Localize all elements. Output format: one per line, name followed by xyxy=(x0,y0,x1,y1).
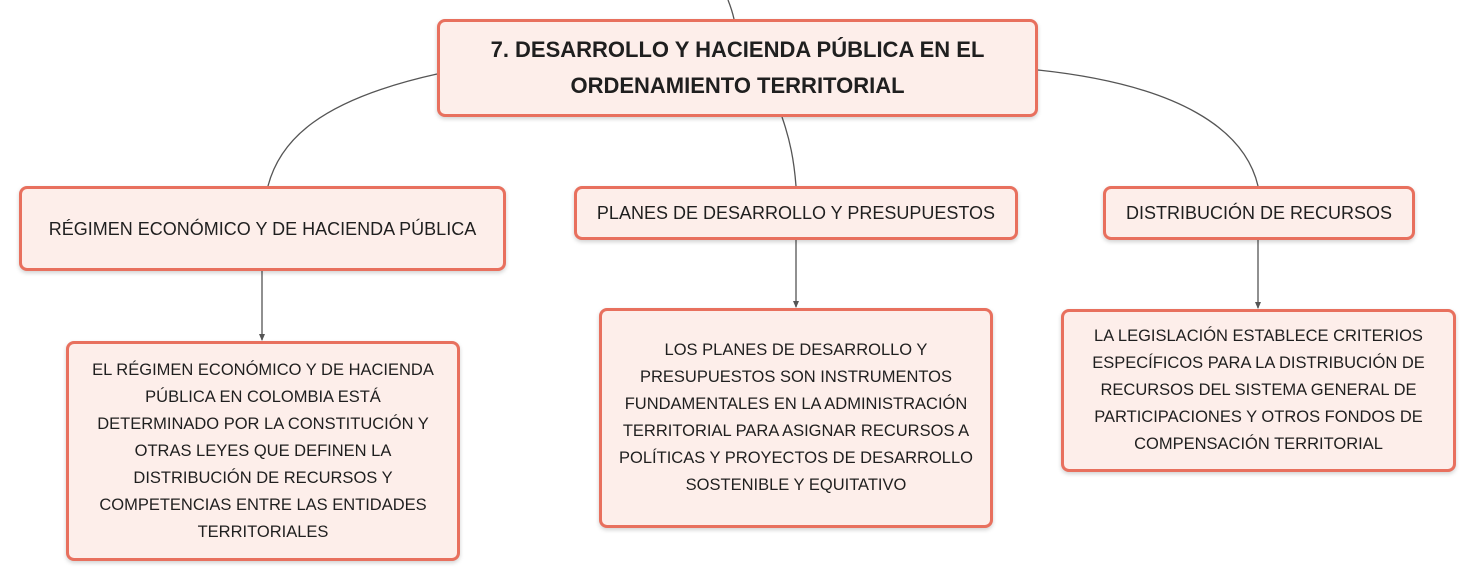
detail-node-distribucion-recursos[interactable] xyxy=(1061,309,1456,472)
detail-node-planes-desarrollo[interactable] xyxy=(599,308,993,528)
detail-text-planes-desarrollo: LOS PLANES DE DESARROLLO Y PRESUPUESTOS SON INSTRUMENTOS FUNDAMENTALES EN LA ADMINISTRACIÓN TERRITORIAL PARA ASIGNAR RECURSOS A POLÍTICAS Y PROYECTOS DE DESARROLLO SOSTENIBLE Y EQUITATIVO xyxy=(619,341,973,494)
branch-label-distribucion-recursos: DISTRIBUCIÓN DE RECURSOS xyxy=(1125,203,1393,223)
detail-text-regimen-economico: EL RÉGIMEN ECONÓMICO Y DE HACIENDA PÚBLICA EN COLOMBIA ESTÁ DETERMINADO POR LA CONSTITUCIÓN Y OTRAS LEYES QUE DEFINEN LA DISTRIBUCIÓN DE RECURSOS Y COMPETENCIAS ENTRE LAS ENTIDADES TERRITORIALES xyxy=(92,360,434,541)
branch-node-planes-desarrollo[interactable] xyxy=(574,186,1018,240)
detail-node-regimen-economico[interactable] xyxy=(66,341,460,561)
branch-label-regimen-economico: RÉGIMEN ECONÓMICO Y DE HACIENDA PÚBLICA xyxy=(48,218,477,239)
connector-parent-to-root xyxy=(728,0,734,19)
connector-root-to-distrib xyxy=(1038,70,1258,186)
branch-node-regimen-economico[interactable] xyxy=(19,186,506,271)
branch-label-planes-desarrollo: PLANES DE DESARROLLO Y PRESUPUESTOS xyxy=(596,203,996,223)
root-topic-label: 7. DESARROLLO Y HACIENDA PÚBLICA EN EL ORDENAMIENTO TERRITORIAL xyxy=(490,37,985,98)
connector-root-to-planes xyxy=(782,117,796,186)
root-topic-node[interactable] xyxy=(437,19,1038,117)
connector-root-to-regimen xyxy=(268,74,437,186)
detail-text-distribucion-recursos: LA LEGISLACIÓN ESTABLECE CRITERIOS ESPECÍFICOS PARA LA DISTRIBUCIÓN DE RECURSOS DEL SISTEMA GENERAL DE PARTICIPACIONES Y OTROS FONDOS DE COMPENSACIÓN TERRITORIAL xyxy=(1092,327,1425,453)
branch-node-distribucion-recursos[interactable] xyxy=(1103,186,1415,240)
